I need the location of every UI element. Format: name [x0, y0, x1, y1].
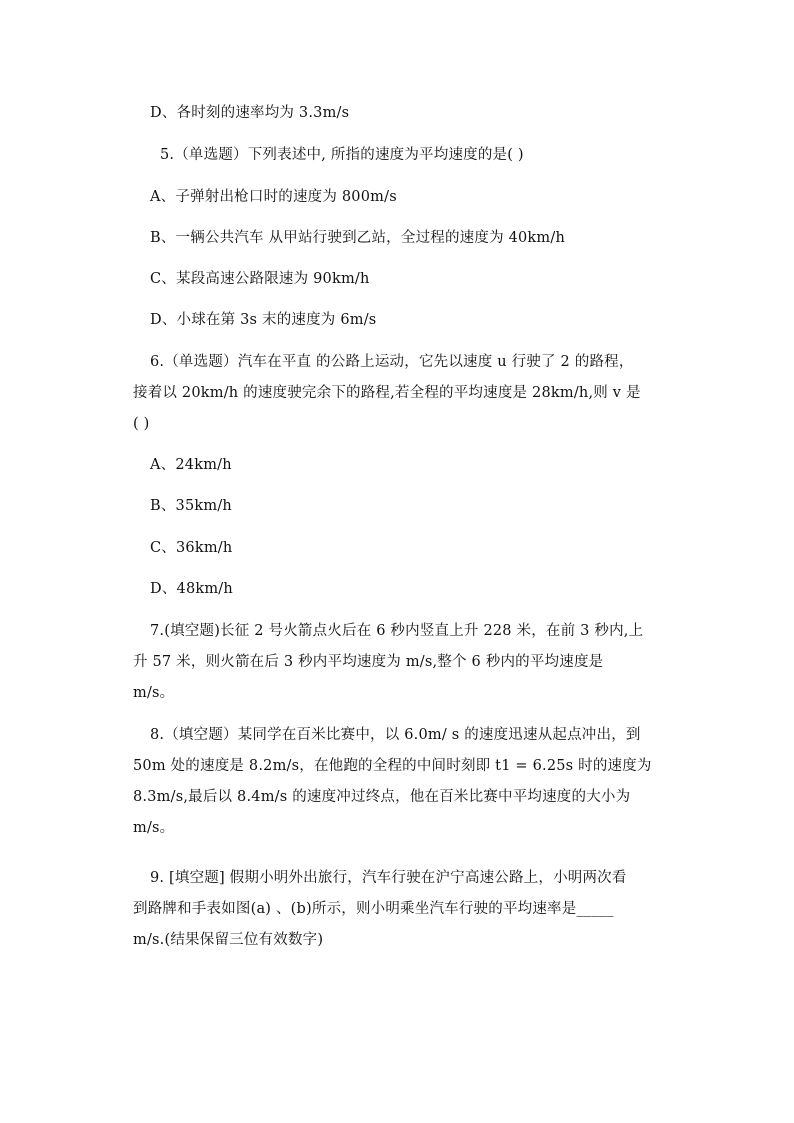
- q6-option-d: D、48km/h: [150, 581, 233, 597]
- q5-option-c: C、某段高速公路限速为 90km/h: [150, 271, 370, 287]
- q5-option-a: A、子弹射出枪口时的速度为 800m/s: [150, 189, 397, 205]
- q4-option-d: D、各时刻的速率均为 3.3m/s: [150, 105, 350, 121]
- q7-stem-line3: m/s。: [133, 685, 175, 701]
- q6-stem-line3: ( ): [133, 416, 150, 432]
- q7-stem-line2: 升 57 米，则火箭在后 3 秒内平均速度为 m/s,整个 6 秒内的平均速度是: [133, 654, 604, 670]
- q5-stem: 5.（单选题）下列表述中, 所指的速度为平均速度的是( ): [160, 147, 524, 163]
- q8-stem-line4: m/s。: [133, 820, 175, 836]
- q9-stem-line2: 到路牌和手表如图(a) 、(b)所示，则小明乘坐汽车行驶的平均速率是_____: [133, 901, 614, 917]
- q5-option-b: B、一辆公共汽车 从甲站行驶到乙站，全过程的速度为 40km/h: [150, 230, 565, 246]
- q6-option-b: B、35km/h: [150, 498, 232, 514]
- q6-option-c: C、36km/h: [150, 540, 233, 556]
- q6-stem-line1: 6.（单选题）汽车在平直 的公路上运动，它先以速度 u 行驶了 2 的路程，: [150, 354, 634, 370]
- q8-stem-line2: 50m 处的速度是 8.2m/s，在他跑的全程的中间时刻即 t1 = 6.25s 时的速度为: [133, 758, 652, 774]
- q6-option-a: A、24km/h: [150, 457, 232, 473]
- q7-stem-line1: 7.(填空题)长征 2 号火箭点火后在 6 秒内竖直上升 228 米，在前 3 秒内,上: [150, 623, 644, 639]
- q9-stem-line1: 9. [填空题] 假期小明外出旅行，汽车行驶在沪宁高速公路上，小明两次看: [150, 870, 627, 886]
- q6-stem-line2: 接着以 20km/h 的速度驶完余下的路程,若全程的平均速度是 28km/h,则 v 是: [133, 385, 641, 401]
- q8-stem-line3: 8.3m/s,最后以 8.4m/s 的速度冲过终点，他在百米比赛中平均速度的大小为: [133, 789, 631, 805]
- q5-option-d: D、小球在第 3s 末的速度为 6m/s: [150, 312, 377, 328]
- q8-stem-line1: 8.（填空题）某同学在百米比赛中，以 6.0m/ s 的速度迅速从起点冲出，到: [150, 727, 641, 743]
- q9-stem-line3: m/s.(结果保留三位有效数字): [133, 932, 324, 948]
